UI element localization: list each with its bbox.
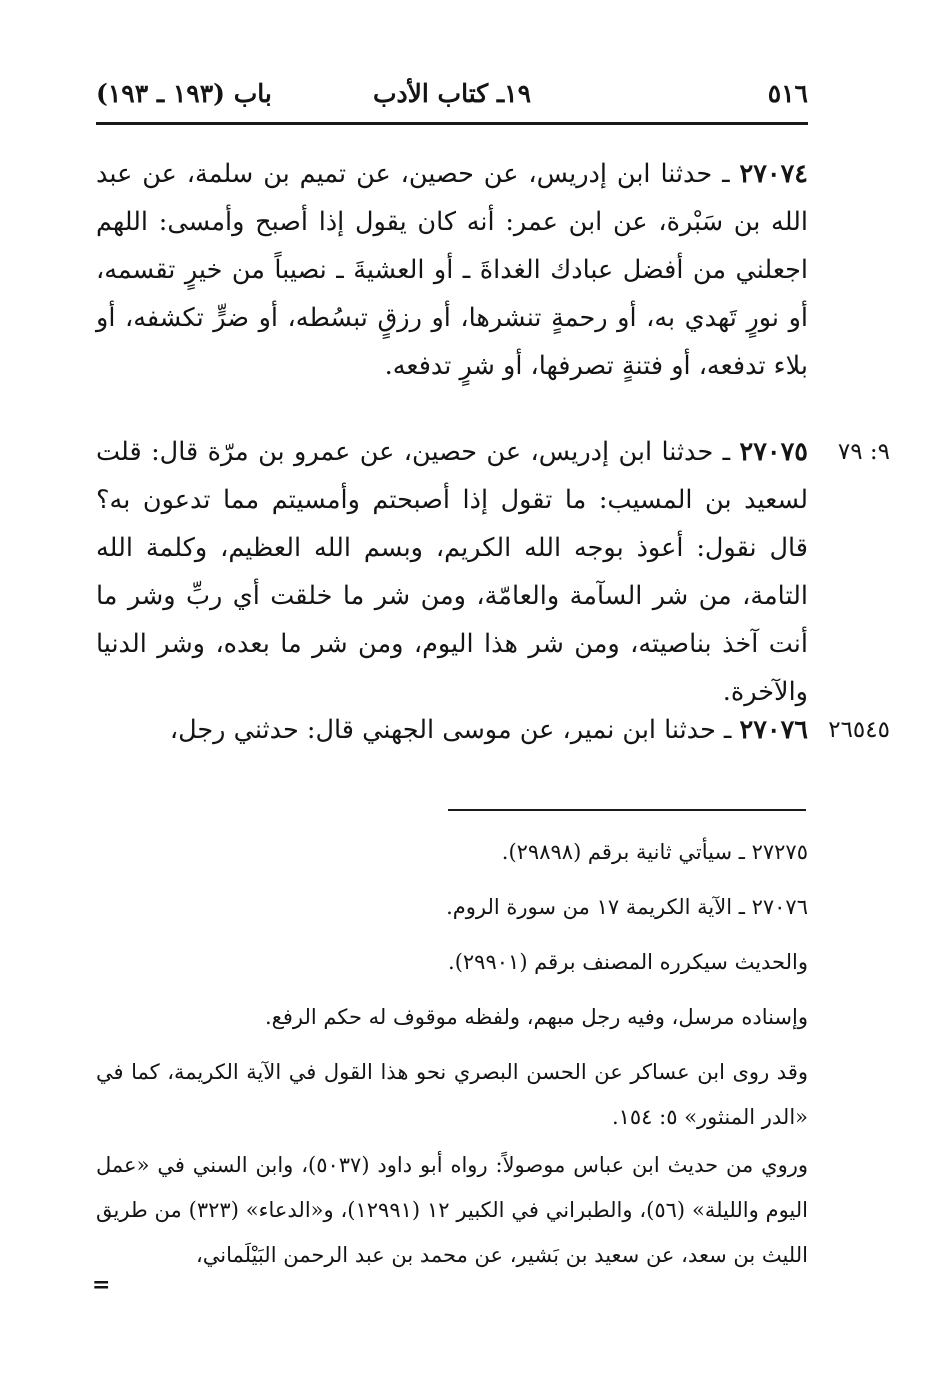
book-title: ١٩ـ كتاب الأدب <box>372 79 532 108</box>
hadith-entry-27076 <box>96 706 808 754</box>
running-header <box>96 74 808 114</box>
footnote: والحديث سيكرره المصنف برقم (٢٩٩٠١). <box>448 950 808 974</box>
hadith-text: ـ حدثنا ابن نمير، عن موسى الجهني قال: حدثني رجل، <box>169 715 740 745</box>
margin-reference: ٩: ٧٩ <box>837 439 890 465</box>
chapter-range: باب (١٩٣ ـ ١٩٣) <box>96 79 272 108</box>
hadith-number: ٢٧٠٧٤ <box>739 159 808 189</box>
hadith-entry-27074 <box>96 150 808 390</box>
page-number: ٥١٦ <box>767 79 808 108</box>
hadith-number: ٢٧٠٧٦ <box>739 715 808 745</box>
hadith-text: ـ حدثنا ابن إدريس، عن حصين، عن عمرو بن مرّة قال: قلت لسعيد بن المسيب: ما تقول إذا أصبحتم وأمسيتم مما تدعون به؟ قال نقول: أعوذ بوجه الله الكريم، وبسم الله العظيم، وكلمة الله التامة، من شر السآمة والعامّة، ومن شر ما خلقت أي ربِّ وشر ما أنت آخذ بناصيته، ومن شر هذا اليوم، ومن شر ما بعده، وشر الدنيا والآخرة. <box>96 437 808 707</box>
hadith-text: ـ حدثنا ابن إدريس، عن حصين، عن تميم بن سلمة، عن عبد الله بن سَبْرة، عن ابن عمر: أنه كان يقول إذا أصبح وأمسى: اللهم اجعلني من أفضل عبادك الغداةَ ـ أو العشيةَ ـ نصيباً من خيرٍ تقسمه، أو نورٍ تَهدي به، أو رحمةٍ تنشرها، أو رزقٍ تبسُطه، أو ضرٍّ تكشفه، أو بلاء تدفعه، أو فتنةٍ تصرفها، أو شرٍ تدفعه. <box>96 159 808 381</box>
hadith-number: ٢٧٠٧٥ <box>739 437 808 467</box>
header-rule <box>96 122 808 125</box>
footnote: وروي من حديث ابن عباس موصولاً: رواه أبو داود (٥٠٣٧)، وابن السني في «عمل اليوم والليلة» (٥٦)، والطبراني في الكبير ١٢ (١٢٩٩١)، و«الدعاء» (٣٢٣) من طريق الليث بن سعد، عن سعيد بن بَشير، عن محمد بن عبد الرحمن البَيْلَماني، <box>96 1153 809 1267</box>
hadith-entry-27075 <box>96 428 808 716</box>
footnote: وإسناده مرسل، وفيه رجل مبهم، ولفظه موقوف له حكم الرفع. <box>265 1005 808 1029</box>
footnote: وقد روى ابن عساكر عن الحسن البصري نحو هذا القول في الآية الكريمة، كما في «الدر المنثور» ٥: ١٥٤. <box>96 1060 808 1129</box>
footnote-rule <box>448 809 806 811</box>
margin-reference: ٢٦٥٤٥ <box>828 717 890 743</box>
footnote: ٢٧٢٧٥ ـ سيأتي ثانية برقم (٢٩٨٩٨). <box>501 840 808 864</box>
footnote: ٢٧٠٧٦ ـ الآية الكريمة ١٧ من سورة الروم. <box>446 895 808 919</box>
continuation-mark: = <box>92 1272 111 1298</box>
